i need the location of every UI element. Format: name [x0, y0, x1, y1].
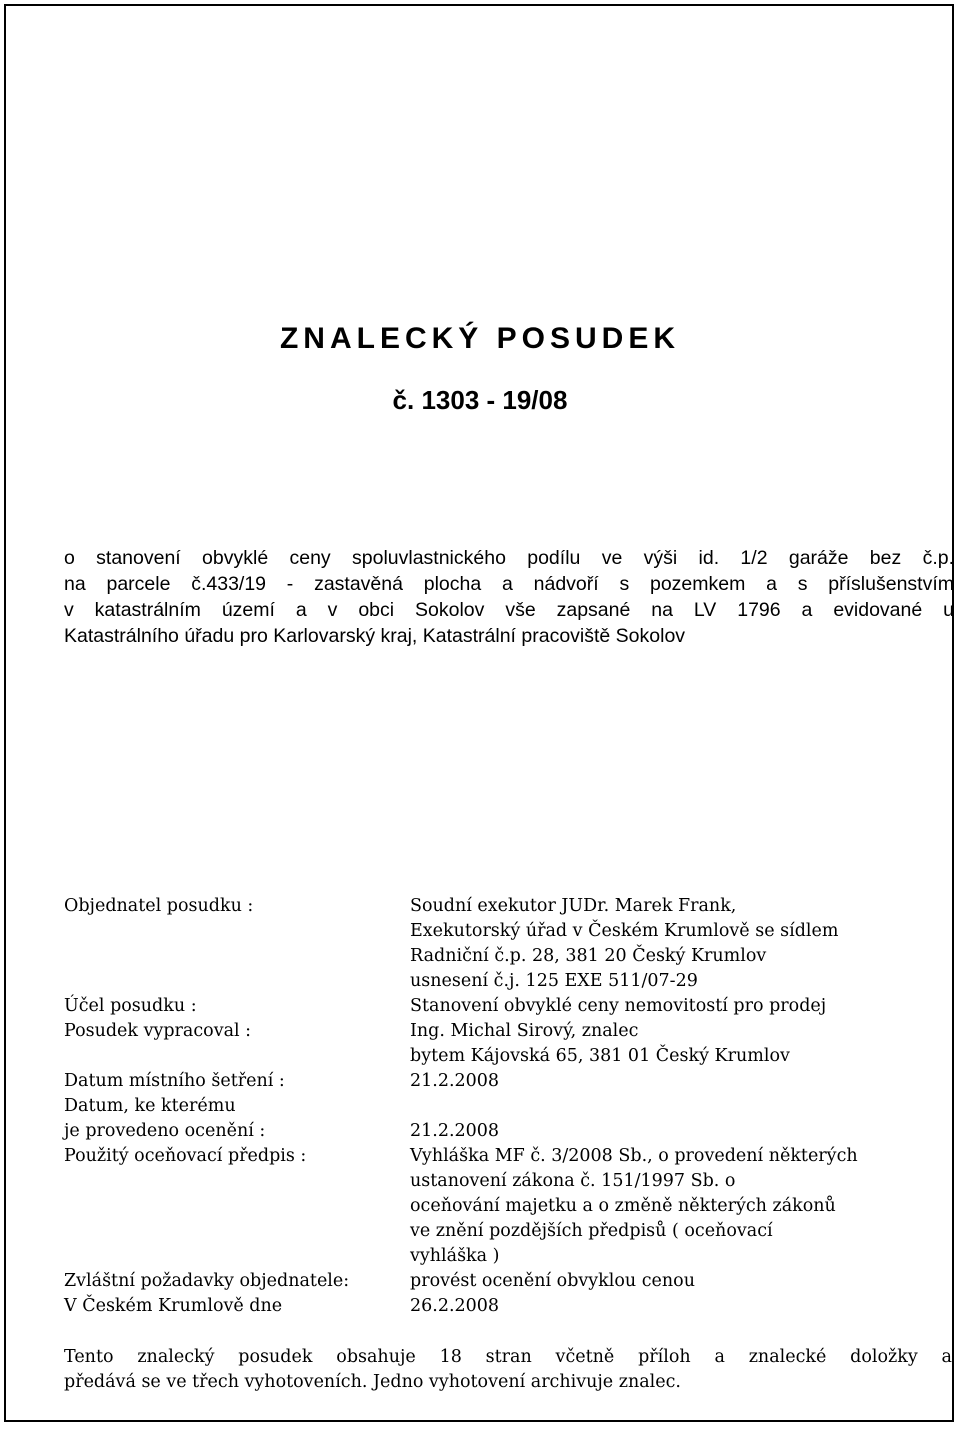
details-label	[64, 1169, 410, 1194]
document-number: č. 1303 - 19/08	[392, 385, 568, 415]
details-label: Datum místního šetření :	[64, 1071, 285, 1091]
details-label	[64, 919, 410, 944]
details-value: Ing. Michal Sirový, znalec	[410, 1021, 639, 1041]
document-title: ZNALECKÝ POSUDEK	[279, 322, 681, 355]
details-row	[64, 1294, 858, 1319]
details-label	[64, 1194, 410, 1219]
details-row	[64, 1094, 858, 1119]
details-row	[64, 1244, 858, 1269]
note-line: předává se ve třech vyhotoveních. Jedno vyhotovení archivuje znalec.	[64, 1372, 681, 1392]
details-value: ve znění pozdějších předpisů ( oceňovací	[410, 1221, 773, 1241]
note-line: Tento znalecký posudek obsahuje 18 stran včetně příloh a znalecké doložky a	[64, 1347, 952, 1367]
details-value: Vyhláška MF č. 3/2008 Sb., o provedení některých	[410, 1146, 858, 1166]
details-label: je provedeno ocenění :	[64, 1121, 266, 1141]
details-value: Exekutorský úřad v Českém Krumlově se sídlem	[410, 921, 839, 941]
closing-note	[64, 1345, 952, 1395]
details-value: Soudní exekutor JUDr. Marek Frank,	[410, 896, 737, 916]
details-value: oceňování majetku a o změně některých zákonů	[410, 1196, 836, 1216]
details-row	[64, 944, 858, 969]
details-value: 26.2.2008	[410, 1296, 500, 1316]
details-label: Účel posudku :	[64, 996, 197, 1016]
details-value: Stanovení obvyklé ceny nemovitostí pro prodej	[410, 996, 827, 1016]
details-row	[64, 1119, 858, 1144]
details-label: Objednatel posudku :	[64, 896, 254, 916]
subject-line: v katastrálním území a v obci Sokolov vše zapsané na LV 1796 a evidované u	[64, 599, 954, 621]
details-value: ustanovení zákona č. 151/1997 Sb. o	[410, 1171, 736, 1191]
details-value: vyhláška )	[410, 1246, 500, 1266]
subject-line: na parcele č.433/19 - zastavěná plocha a nádvoří s pozemkem a s příslušenstvím	[64, 573, 954, 595]
details-label: Posudek vypracoval :	[64, 1021, 252, 1041]
details-row	[64, 1194, 858, 1219]
details-label: V Českém Krumlově dne	[64, 1296, 283, 1316]
details-label	[64, 1219, 410, 1244]
details-row	[64, 1069, 858, 1094]
details-row	[64, 1269, 858, 1294]
details-label	[64, 969, 410, 994]
details-value: Radniční č.p. 28, 381 20 Český Krumlov	[410, 946, 767, 966]
details-row	[64, 1144, 858, 1169]
details-label	[64, 944, 410, 969]
details-label	[64, 1244, 410, 1269]
subject-line: o stanovení obvyklé ceny spoluvlastnického podílu ve výši id. 1/2 garáže bez č.p.	[64, 547, 954, 569]
details-label: Zvláštní požadavky objednatele:	[64, 1271, 350, 1291]
subject-paragraph	[64, 545, 954, 649]
details-label	[64, 1044, 410, 1069]
subject-line: Katastrálního úřadu pro Karlovarský kraj, Katastrální pracoviště Sokolov	[64, 625, 686, 647]
details-value: bytem Kájovská 65, 381 01 Český Krumlov	[410, 1046, 790, 1066]
details-row	[64, 1219, 858, 1244]
details-row	[64, 969, 858, 994]
details-label: Použitý oceňovací předpis :	[64, 1146, 307, 1166]
details-row	[64, 994, 858, 1019]
details-label: Datum, ke kterému	[64, 1096, 236, 1116]
details-row	[64, 894, 858, 919]
details-value: 21.2.2008	[410, 1071, 500, 1091]
details-value: usnesení č.j. 125 EXE 511/07-29	[410, 971, 698, 991]
details-value: provést ocenění obvyklou cenou	[410, 1271, 695, 1291]
details-row	[64, 1169, 858, 1194]
details-row	[64, 1044, 858, 1069]
details-row	[64, 1019, 858, 1044]
details-value: 21.2.2008	[410, 1121, 500, 1141]
details-row	[64, 919, 858, 944]
details-table	[64, 894, 858, 1319]
